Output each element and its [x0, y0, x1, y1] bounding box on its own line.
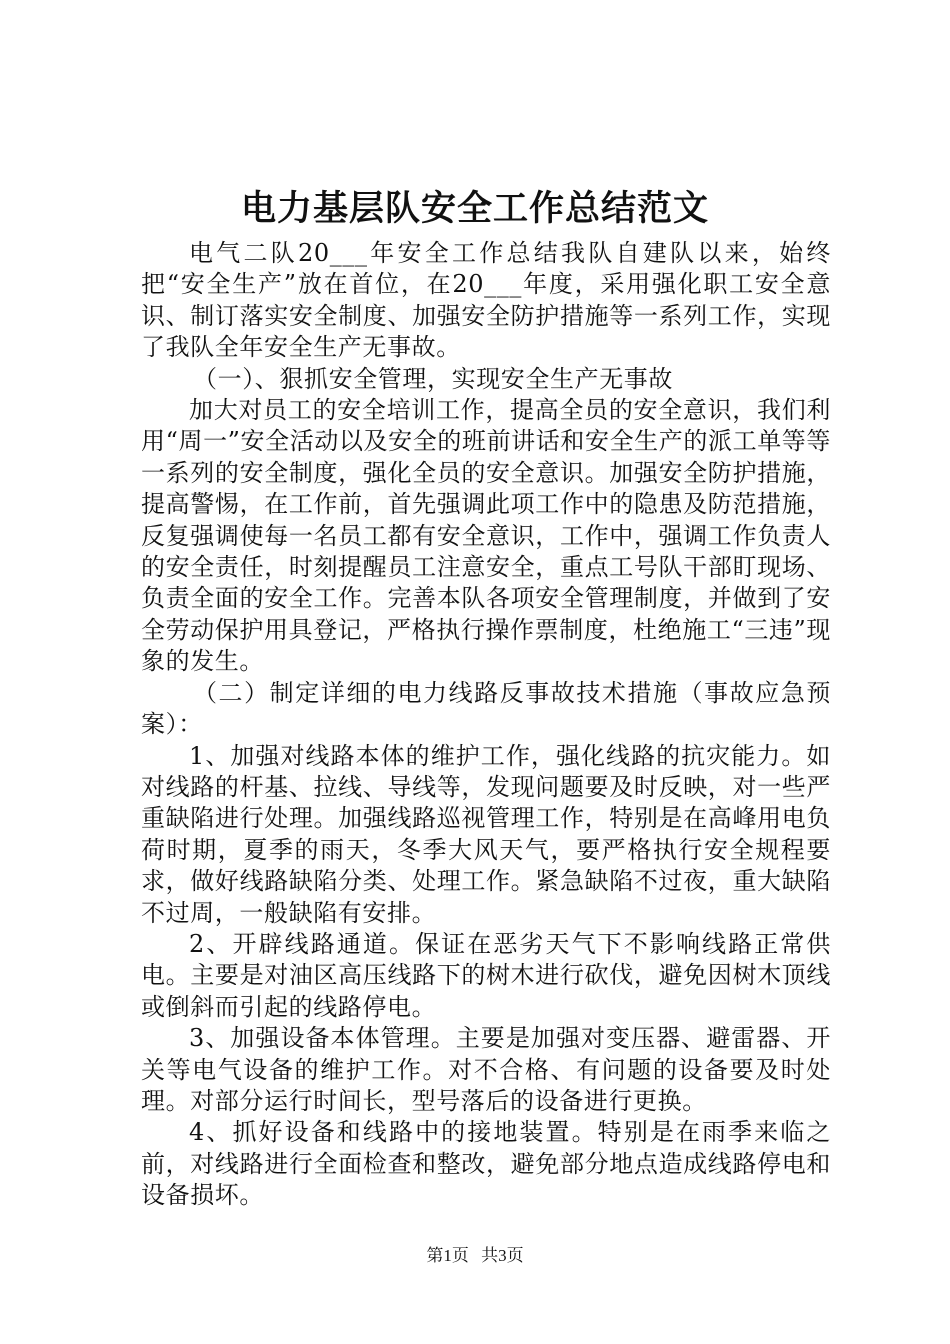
paragraph-item-2: 2、开辟线路通道。保证在恶劣天气下不影响线路正常供电。主要是对油区高压线路下的树木进行砍伐，避免因树木顶线或倒斜而引起的线路停电。 — [141, 929, 831, 1021]
page-footer — [0, 1245, 950, 1267]
page-total: 共3页 — [481, 1246, 524, 1265]
paragraph-intro: 电气二队20___年安全工作总结我队自建队以来，始终把“安全生产”放在首位，在20___年度，采用强化职工安全意识、制订落实安全制度、加强安全防护措施等一系列工作，实现了我队全年安全生产无事故。 — [141, 239, 831, 362]
document-title: 电力基层队安全工作总结范文 — [240, 188, 709, 229]
paragraph-safety-management: 加大对员工的安全培训工作，提高全员的安全意识，我们利用“周一”安全活动以及安全的班前讲话和安全生产的派工单等等一系列的安全制度，强化全员的安全意识。加强安全防护措施，提高警惕，在工作前，首先强调此项工作中的隐患及防范措施，反复强调使每一名员工都有安全意识，工作中，强调工作负责人的安全责任，时刻提醒员工注意安全，重点工号队干部盯现场、负责全面的安全工作。完善本队各项安全管理制度，并做到了安全劳动保护用具登记，严格执行操作票制度，杜绝施工“三违”现象的发生。 — [141, 396, 831, 676]
paragraph-item-1: 1、加强对线路本体的维护工作，强化线路的抗灾能力。如对线路的杆基、拉线、导线等，发现问题要及时反映，对一些严重缺陷进行处理。加强线路巡视管理工作，特别是在高峰用电负荷时期，夏季的雨天，冬季大风天气，要严格执行安全规程要求，做好线路缺陷分类、处理工作。紧急缺陷不过夜，重大缺陷不过周，一般缺陷有安排。 — [141, 741, 831, 927]
document-body — [141, 238, 831, 1212]
page-number: 第1页 — [426, 1246, 469, 1265]
section-heading-2: （二）制定详细的电力线路反事故技术措施（事故应急预案）： — [141, 678, 831, 739]
paragraph-item-3: 3、加强设备本体管理。主要是加强对变压器、避雷器、开关等电气设备的维护工作。对不合格、有问题的设备要及时处理。对部分运行时间长，型号落后的设备进行更换。 — [141, 1024, 831, 1115]
section-heading-1: （一）、狠抓安全管理，实现安全生产无事故 — [193, 364, 673, 393]
paragraph-item-4: 4、抓好设备和线路中的接地装置。特别是在雨季来临之前，对线路进行全面检查和整改，避免部分地点造成线路停电和设备损坏。 — [141, 1118, 831, 1210]
